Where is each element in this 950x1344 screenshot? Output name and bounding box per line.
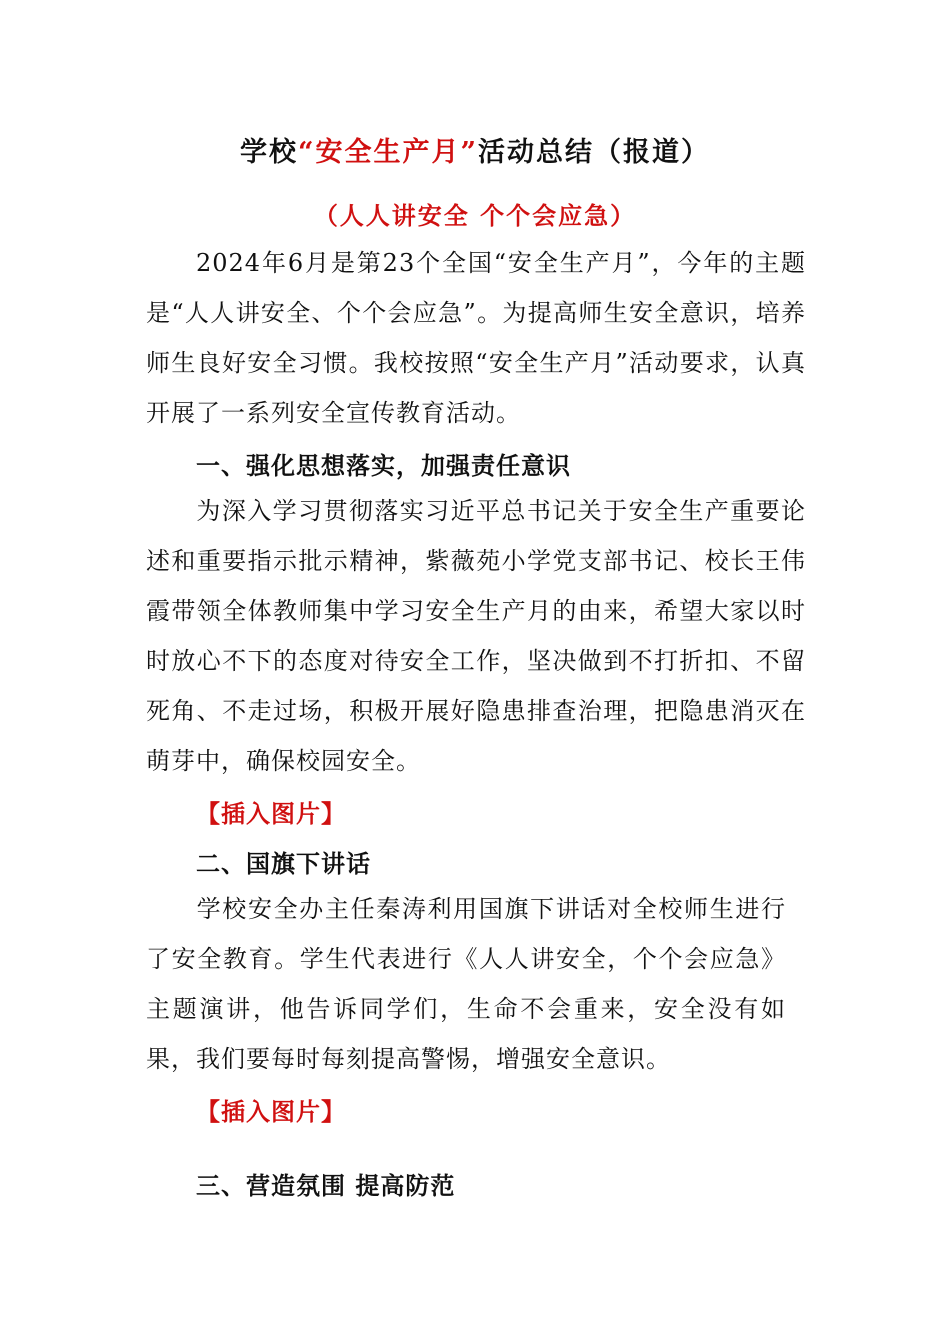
title-prefix: 学校 xyxy=(239,137,298,168)
document-title xyxy=(0,130,950,169)
section1-heading: 一、强化思想落实，加强责任意识 xyxy=(196,451,571,480)
section1-text: 为深入学习贯彻落实习近平总书记关于安全生产重要论述和重要指示批示精神，紫薇苑小学党支部书记、校长王伟霞带领全体教师集中学习安全生产月的由来，希望大家以时时放心不下的态度对待安全工作，坚决做到不打折扣、不留死角、不走过场，积极开展好隐患排查治理，把隐患消灭在萌芽中，确保校园安全。 xyxy=(146,497,806,775)
section2-insert-image-placeholder: 【插入图片】 xyxy=(196,1097,346,1126)
section1-paragraph xyxy=(146,486,806,786)
section2-text: 学校安全办主任秦涛利用国旗下讲话对全校师生进行了安全教育。学生代表进行《人人讲安全，个个会应急》主题演讲，他告诉同学们，生命不会重来，安全没有如果，我们要每时每刻提高警惕，增强安全意识。 xyxy=(146,895,786,1073)
intro-text: 2024年6月是第23个全国“安全生产月”，今年的主题是“人人讲安全、个个会应急”。为提高师生安全意识，培养师生良好安全习惯。我校按照“安全生产月”活动要求，认真开展了一系列安全宣传教育活动。 xyxy=(146,249,806,427)
title-suffix: 活动总结（报道） xyxy=(478,137,711,168)
section2-paragraph xyxy=(146,884,786,1084)
section2-heading: 二、国旗下讲话 xyxy=(196,849,371,878)
intro-paragraph xyxy=(146,238,806,438)
section1-insert-image-placeholder: 【插入图片】 xyxy=(196,799,346,828)
title-highlight: “安全生产月” xyxy=(297,137,479,168)
section3-heading: 三、营造氛围 提高防范 xyxy=(196,1171,456,1200)
document-subtitle: （人人讲安全 个个会应急） xyxy=(313,201,637,230)
